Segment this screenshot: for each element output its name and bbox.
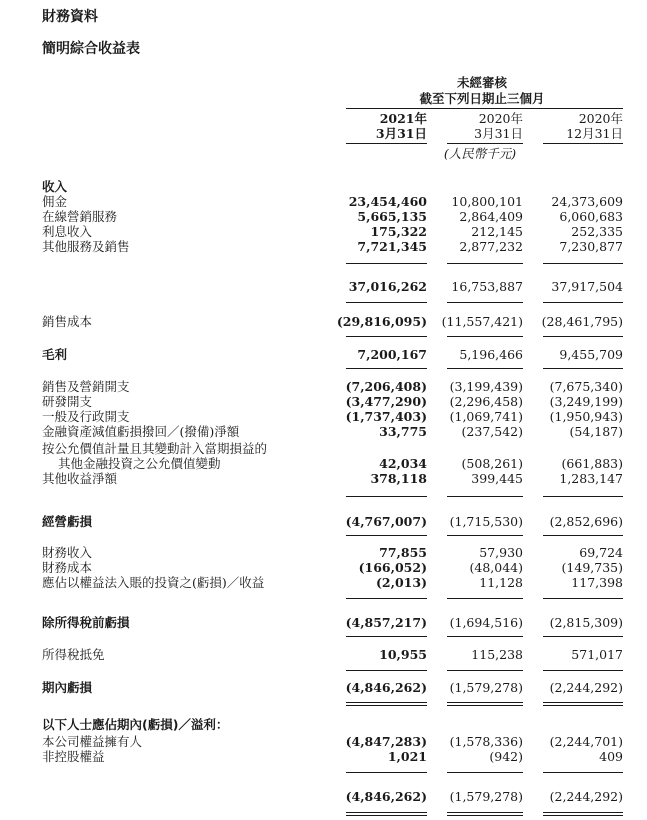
statement-title: 簡明綜合收益表 [42,41,140,57]
finance-rule-col1 [346,598,427,599]
gross-profit-rule-col2 [447,368,523,369]
cell-2021-q1: 7,721,345 [357,239,427,254]
cell-2020-q4: (3,249,199) [549,394,623,409]
revenue-total-rule-col2 [447,302,523,303]
row-label: 除所得稅前虧損 [42,615,130,630]
col3-year: 2020年 [578,111,623,126]
period-loss-rule-col1 [346,702,427,706]
expenses-rule-col2 [447,496,523,497]
expenses-rule-col1 [346,496,427,497]
cell-2020-q1: (2,296,458) [449,394,523,409]
cell-2020-q4: (661,883) [561,456,623,471]
cell-2020-q4: 117,398 [571,575,623,590]
row-label: 其他服務及銷售 [42,239,130,254]
cell-2020-q1: (942) [489,749,523,764]
cell-2021-q1: (4,847,283) [345,734,427,749]
tax-rule-col1 [346,670,427,671]
cell-2020-q1: (1,694,516) [449,615,523,630]
tax-rule-col2 [447,670,523,671]
gross-profit-rule-col3 [543,368,623,369]
cell-2020-q1: (1,579,278) [449,789,523,804]
header-rule [346,108,623,109]
cell-2020-q4: 37,917,504 [551,279,623,294]
cell-2020-q4: (2,244,292) [549,789,623,804]
total-rule-col2 [447,812,523,816]
expenses-rule-col3 [543,496,623,497]
cost-rule-col2 [447,336,523,337]
cell-2021-q1: 33,775 [379,424,427,439]
attribution-rule-col3 [543,772,623,773]
revenue-total-rule-col1 [346,302,427,303]
cell-2020-q1: (3,199,439) [449,379,523,394]
revenue-total-rule-col3 [543,302,623,303]
period-label: 截至下列日期止三個月 [419,91,545,106]
cell-2021-q1: 175,322 [370,224,427,239]
pretax-rule-col1 [346,636,427,637]
cell-2020-q1: 2,877,232 [459,239,523,254]
cell-2020-q4: (149,735) [561,560,623,575]
cell-2020-q4: (2,244,292) [549,680,623,695]
cell-2020-q1: (508,261) [461,456,523,471]
cell-2021-q1: (166,052) [358,560,427,575]
unit-label: (人民幣千元) [443,146,517,161]
row-label: 銷售及營銷開支 [42,379,130,394]
row-label: 財務收入 [42,545,93,560]
cell-2021-q1: (7,206,408) [345,379,427,394]
row-label: 在線營銷服務 [42,209,118,224]
cell-2021-q1: (29,816,095) [336,314,427,329]
operating-loss-rule-col2 [447,535,523,536]
attribution-rule-col2 [447,772,523,773]
row-label: 財務成本 [42,560,93,575]
row-label: 按公允價值計量且其變動計入當期損益的 [42,441,268,456]
col3-rule [543,143,623,144]
cell-2020-q1: (11,557,421) [441,314,523,329]
col1-date: 3月31日 [375,126,427,141]
row-label: 毛利 [42,347,68,362]
cell-2020-q4: 7,230,877 [559,239,623,254]
cell-2021-q1: (4,846,262) [345,789,427,804]
finance-rule-col2 [447,598,523,599]
total-rule-col1 [346,812,427,816]
row-label: 利息收入 [42,224,93,239]
gross-profit-rule-col1 [346,368,427,369]
row-label: 經營虧損 [42,514,93,529]
col3-date: 12月31日 [566,126,623,141]
cell-2020-q1: 5,196,466 [459,347,523,362]
cell-2021-q1: 23,454,460 [348,194,427,209]
row-label: 所得稅抵免 [42,647,105,662]
cell-2021-q1: 10,955 [379,647,427,662]
row-label: 期內虧損 [42,680,93,695]
total-rule-col3 [543,812,623,816]
cost-rule-col1 [346,336,427,337]
cell-2020-q4: 24,373,609 [551,194,623,209]
row-label: 佣金 [42,194,68,209]
period-loss-rule-col3 [543,702,623,706]
cost-rule-col3 [543,336,623,337]
col1-year: 2021年 [379,111,427,126]
cell-2021-q1: 42,034 [379,456,427,471]
cell-2020-q1: (1,069,741) [449,409,523,424]
col2-rule [447,143,523,144]
row-label: 本公司權益擁有人 [42,734,143,749]
row-label: 一般及行政開支 [42,409,130,424]
audit-label: 未經審核 [456,75,507,90]
cell-2021-q1: (4,767,007) [345,514,427,529]
row-label: 非控股權益 [42,749,105,764]
cell-2020-q4: 409 [599,749,623,764]
cell-2020-q1: 399,445 [471,471,523,486]
cell-2020-q4: (7,675,340) [549,379,623,394]
attribution-rule-col1 [346,772,427,773]
cell-2020-q4: 1,283,147 [559,471,623,486]
cell-2020-q4: 571,017 [571,647,623,662]
cell-2020-q1: 115,238 [471,647,523,662]
cell-2021-q1: (2,013) [376,575,427,590]
cell-2020-q1: 2,864,409 [459,209,523,224]
cell-2020-q4: (2,815,309) [549,615,623,630]
cell-2020-q1: (237,542) [461,424,523,439]
col1-rule [346,143,427,144]
cell-2021-q1: (3,477,290) [345,394,427,409]
cell-2020-q4: (54,187) [569,424,623,439]
cell-2020-q1: (48,044) [469,560,523,575]
cell-2020-q4: 6,060,683 [559,209,623,224]
cell-2020-q4: (2,852,696) [549,514,623,529]
cell-2021-q1: (1,737,403) [345,409,427,424]
period-loss-rule-col2 [447,702,523,706]
subtotal-rule-col1 [346,263,427,264]
operating-loss-rule-col1 [346,535,427,536]
pretax-rule-col2 [447,636,523,637]
cell-2020-q4: (28,461,795) [541,314,623,329]
cell-2021-q1: 5,665,135 [357,209,427,224]
row-label: 其他金融投資之公允價值變動 [58,456,221,471]
cell-2020-q4: (1,950,943) [549,409,623,424]
cell-2020-q1: 212,145 [471,224,523,239]
pretax-rule-col3 [543,636,623,637]
row-label: 銷售成本 [42,314,93,329]
cell-2020-q1: 16,753,887 [451,279,523,294]
row-label: 金融資產減值虧損撥回／(撥備)淨額 [42,424,240,439]
cell-2021-q1: (4,857,217) [345,615,427,630]
cell-2021-q1: (4,846,262) [345,680,427,695]
cell-2021-q1: 378,118 [370,471,427,486]
cell-2020-q4: 9,455,709 [559,347,623,362]
cell-2021-q1: 37,016,262 [348,279,427,294]
operating-loss-rule-col3 [543,535,623,536]
cell-2020-q1: 10,800,101 [451,194,523,209]
cell-2020-q4: 69,724 [579,545,623,560]
row-label: 應佔以權益法入賬的投資之(虧損)／收益 [42,575,265,590]
col2-year: 2020年 [478,111,523,126]
cell-2020-q4: (2,244,701) [549,734,623,749]
row-label: 研發開支 [42,394,93,409]
tax-rule-col3 [543,670,623,671]
finance-rule-col3 [543,598,623,599]
cell-2021-q1: 1,021 [387,749,427,764]
cell-2021-q1: 77,855 [379,545,427,560]
cell-2020-q1: 57,930 [479,545,523,560]
row-label: 以下人士應佔期內(虧損)／溢利： [42,717,229,732]
cell-2020-q1: (1,579,278) [449,680,523,695]
row-label: 收入 [42,179,68,194]
section-title: 財務資料 [42,9,98,25]
cell-2020-q1: (1,715,530) [449,514,523,529]
subtotal-rule-col3 [543,263,623,264]
cell-2020-q1: 11,128 [479,575,523,590]
row-label: 其他收益淨額 [42,471,118,486]
cell-2020-q4: 252,335 [571,224,623,239]
cell-2021-q1: 7,200,167 [357,347,427,362]
cell-2020-q1: (1,578,336) [449,734,523,749]
subtotal-rule-col2 [447,263,523,264]
col2-date: 3月31日 [474,126,523,141]
